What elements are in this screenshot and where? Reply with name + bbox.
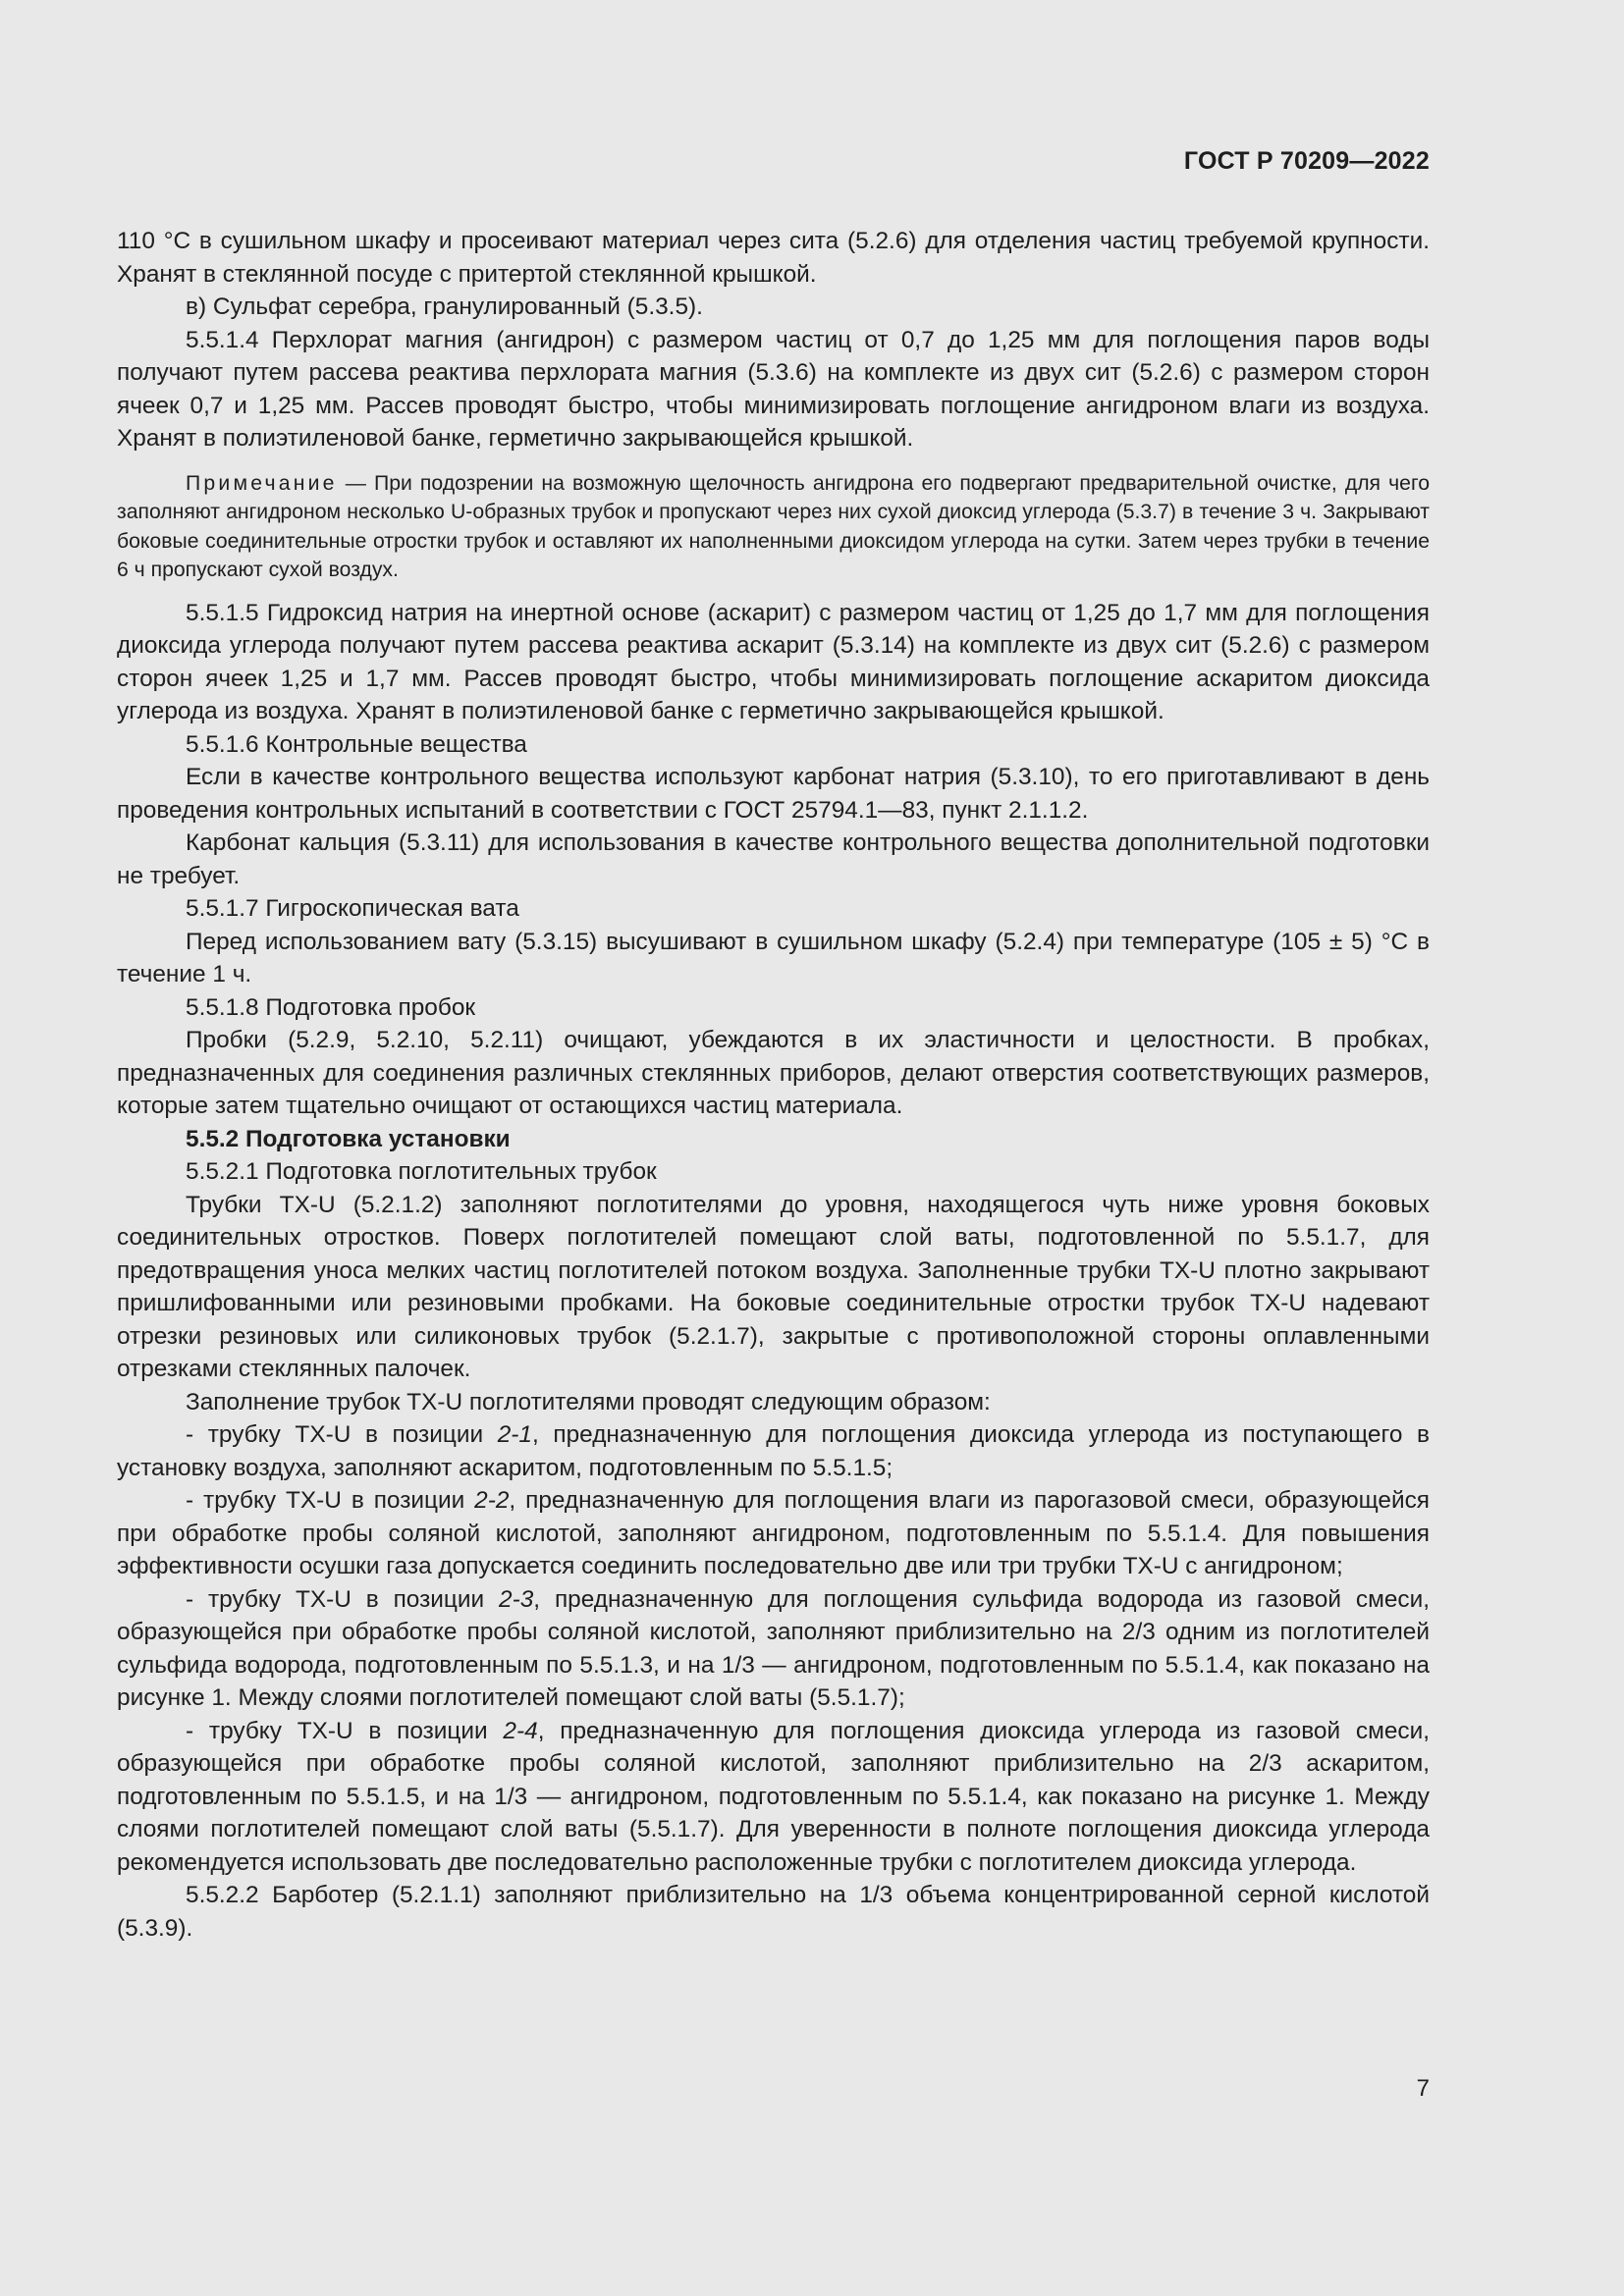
paragraph-5-5-2-2: 5.5.2.2 Барботер (5.2.1.1) заполняют приблизительно на 1/3 объема концентрированной серной кислотой (5.3.9). [117,1882,1430,1942]
note-text: — При подозрении на возможную щелочность ангидрона его подвергают предварительной очистке, для чего заполняют ангидроном несколько U-образных трубок и пропускают через них сухой диоксид углерода (5.3.7) в течение 3 ч. Закрывают боковые соединительные отростки трубок и оставляют их наполненными диоксидом углерода на сутки. Затем через трубки в течение 6 ч пропускают сухой воздух. [117,471,1430,581]
paragraph-5-5-1-5: 5.5.1.5 Гидроксид натрия на инертной основе (аскарит) с размером частиц от 1,25 до 1,7 мм для поглощения диоксида углерода получают путем рассева реактива аскарит (5.3.14) на комплекте из двух сит (5.2.6) с размером сторон ячеек 1,25 и 1,7 мм. Рассев проводят быстро, чтобы минимизировать поглощение аскаритом диоксида углерода из воздуха. Хранят в полиэтиленовой банке с герметично закрывающейся крышкой. [117,599,1430,724]
position-label: 2-1 [497,1421,532,1448]
note-label: Примечание [186,471,338,495]
paragraph-item-v: в) Сульфат серебра, гранулированный (5.3.5). [186,294,703,320]
list-item: - трубку ТХ-U в позиции 2-3, предназначенную для поглощения сульфида водорода из газовой смеси, образующейся при обработке пробы соляной кислотой, заполняют приблизительно на 2/3 одним из поглотителей сульфида водорода, подготовленным по 5.5.1.3, и на 1/3 — ангидроном, подготовленным по 5.5.1.4, как показано на рисунке 1. Между слоями поглотителей помещают слой ваты (5.5.1.7); [117,1585,1431,1711]
paragraph-control-calcium: Карбонат кальция (5.3.11) для использования в качестве контрольного вещества дополнительной подготовки не требует. [117,829,1430,889]
paragraph-filling-intro: Заполнение трубок ТХ-U поглотителями проводят следующим образом: [186,1388,991,1415]
heading-5-5-2-1: 5.5.2.1 Подготовка поглотительных трубок [186,1158,657,1185]
heading-5-5-1-7: 5.5.1.7 Гигроскопическая вата [186,895,519,922]
heading-5-5-1-6: 5.5.1.6 Контрольные вещества [186,730,527,758]
position-label: 2-3 [499,1585,534,1613]
position-label: 2-4 [503,1717,538,1744]
paragraph-tubes: Трубки ТХ-U (5.2.1.2) заполняют поглотителями до уровня, находящегося чуть ниже уровня боковых соединительных отростков. Поверх поглотителей помещают слой ваты, подготовленной по 5.5.1.7, для предотвращения уноса мелких частиц поглотителей потоком воздуха. Заполненные трубки ТХ-U плотно закрывают пришлифованными или резиновыми пробками. На боковые соединительные отростки трубок ТХ-U надевают отрезки резиновых или силиконовых трубок (5.2.1.7), закрытые с противоположной стороны оплавленными отрезками стеклянных палочек. [117,1191,1430,1382]
paragraph-continuation: 110 °С в сушильном шкафу и просеивают материал через сита (5.2.6) для отделения частиц требуемой крупности. Хранят в стеклянной посуде с притертой стеклянной крышкой. [117,228,1430,288]
page-number: 7 [1416,2075,1430,2102]
list-item: - трубку ТХ-U в позиции 2-2, предназначенную для поглощения влаги из парогазовой смеси, образующейся при обработке пробы соляной кислотой, заполняют ангидроном, подготовленным по 5.5.1.4. Для повышения эффективности осушки газа допускается соединить последовательно две или три трубки ТХ-U с ангидроном; [117,1487,1430,1579]
heading-5-5-1-8: 5.5.1.8 Подготовка пробок [186,993,476,1021]
paragraph-control-sodium: Если в качестве контрольного вещества используют карбонат натрия (5.3.10), то его приготавливают в день проведения контрольных испытаний в соответствии с ГОСТ 25794.1—83, пункт 2.1.1.2. [117,764,1430,824]
paragraph-stoppers: Пробки (5.2.9, 5.2.10, 5.2.11) очищают, убеждаются в их эластичности и целостности. В пробках, предназначенных для соединения различных стеклянных приборов, делают отверстия соответствующих размеров, которые затем тщательно очищают от остающихся частиц материала. [117,1027,1430,1119]
heading-5-5-2: 5.5.2 Подготовка установки [186,1125,511,1152]
paragraph-wool: Перед использованием вату (5.3.15) высушивают в сушильном шкафу (5.2.4) при температуре (105 ± 5) °С в течение 1 ч. [117,928,1430,988]
document-body [117,225,1430,1945]
list-item: - трубку ТХ-U в позиции 2-4, предназначенную для поглощения диоксида углерода из газовой смеси, образующейся при обработке пробы соляной кислотой, заполняют приблизительно на 2/3 аскаритом, подготовленным по 5.5.1.5, и на 1/3 — ангидроном, подготовленным по 5.5.1.4, как показано на рисунке 1. Между слоями поглотителей помещают слой ваты (5.5.1.7). Для уверенности в полноте поглощения диоксида углерода рекомендуется использовать две последовательно расположенные трубки с поглотителем диоксида углерода. [117,1717,1431,1876]
paragraph-5-5-1-4: 5.5.1.4 Перхлорат магния (ангидрон) с размером частиц от 0,7 до 1,25 мм для поглощения паров воды получают путем рассева реактива перхлората магния (5.3.6) на комплекте из двух сит (5.2.6) с размером сторон ячеек 0,7 и 1,25 мм. Рассев проводят быстро, чтобы минимизировать поглощение ангидроном влаги из воздуха. Хранят в полиэтиленовой банке, герметично закрывающейся крышкой. [117,326,1430,452]
list-item: - трубку ТХ-U в позиции 2-1, предназначенную для поглощения диоксида углерода из поступающего в установку воздуха, заполняют аскаритом, подготовленным по 5.5.1.5; [117,1421,1430,1481]
note [117,469,1430,585]
document-header: ГОСТ Р 70209—2022 [1183,147,1430,175]
position-label: 2-2 [474,1487,510,1514]
